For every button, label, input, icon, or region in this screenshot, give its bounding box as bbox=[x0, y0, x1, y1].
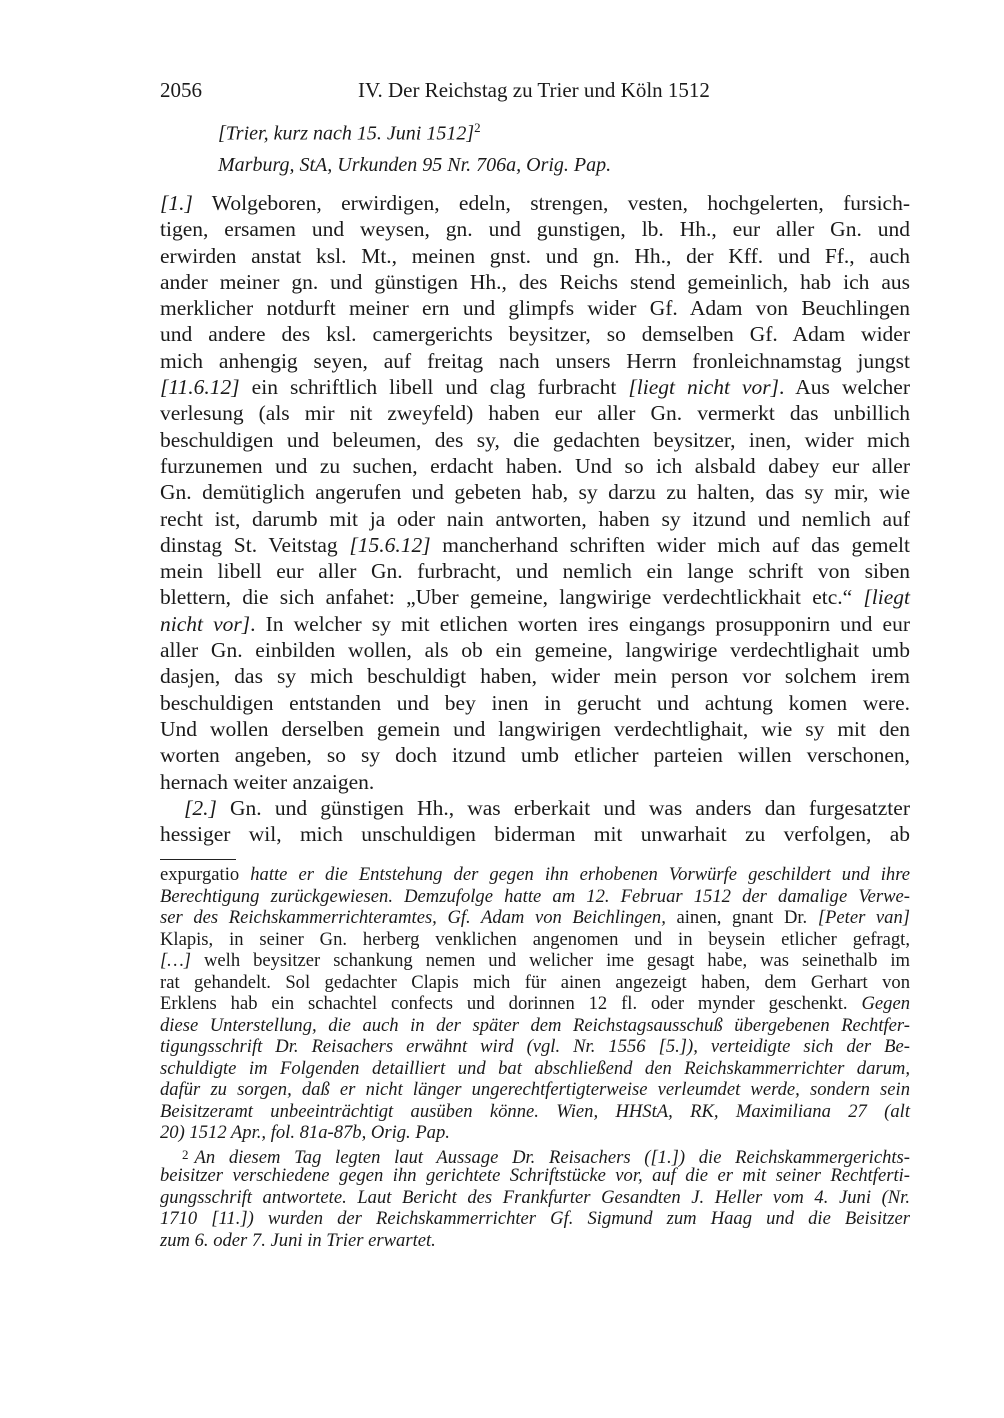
text-segment: Wolgeboren, erwirdigen, edeln, strengen, vesten, hochgelerten, fursich- bbox=[192, 191, 910, 215]
editorial-italic-text: An diesem Tag legten laut Aussage Dr. Reisachers ([1.]) die Reichskammergerichts- bbox=[194, 1146, 910, 1168]
text-segment: mich anhengig seyen, auf freitag nach unsers Herrn fronleichnamstag jungst bbox=[160, 348, 910, 373]
editorial-italic-text: [11.6.12] bbox=[160, 375, 240, 400]
text-line bbox=[160, 269, 910, 295]
text-line bbox=[160, 243, 910, 269]
text-line bbox=[160, 479, 910, 505]
text-segment: mein libell eur aller Gn. furbracht, und nemlich ein lange schrift von siben bbox=[160, 559, 910, 584]
text-segment: expurgatio bbox=[160, 864, 251, 885]
footnote-line bbox=[160, 1208, 910, 1230]
editorial-italic-text: gungsschrift antwortete. Laut Bericht des Frankfurter Gesandten J. Heller vom 4. Juni (Nr. bbox=[160, 1186, 910, 1208]
date-text: [Trier, kurz nach 15. Juni 1512] bbox=[218, 122, 475, 145]
footnote-divider bbox=[160, 859, 236, 860]
text-line bbox=[160, 611, 910, 637]
editorial-italic-text: 1710 [11.]) wurden der Reichskammerrichter Gf. Sigmund zum Haag und die Beisitzer bbox=[160, 1208, 910, 1229]
editorial-italic-text: [liegt bbox=[863, 585, 910, 610]
document-date-line bbox=[218, 120, 481, 146]
text-segment: Gn. demütiglich angerufen und gebeten hab, sy darzu zu halten, das sy mir, wie bbox=[160, 480, 910, 505]
editorial-italic-text: [15.6.12] bbox=[349, 532, 431, 557]
text-segment: furzunemen und zu suchen, erdacht haben. Und so ich alsbald dabey eur aller bbox=[160, 453, 910, 478]
text-segment: ander meiner gn. und günstigen Hh., des Reichs stend gemeinlich, hab ich aus bbox=[160, 269, 910, 294]
editorial-italic-text: [2.] bbox=[184, 795, 217, 820]
editorial-italic-text: nicht vor] bbox=[160, 611, 251, 636]
editorial-italic-text: zum 6. oder 7. Juni in Trier erwartet. bbox=[160, 1229, 436, 1251]
footnote-line bbox=[160, 1230, 910, 1252]
text-line bbox=[160, 584, 910, 610]
footnotes bbox=[160, 864, 910, 1251]
editorial-italic-text: [Peter van] bbox=[817, 907, 911, 928]
footnote-line bbox=[160, 1079, 910, 1101]
editorial-italic-text: 20) 1512 Apr., fol. 81a-87b, Orig. Pap. bbox=[160, 1122, 450, 1143]
text-line bbox=[160, 321, 910, 347]
footnote-line bbox=[160, 886, 910, 908]
text-segment: Gn. und günstigen Hh., was erberkait und was anders dan furgesatzter bbox=[216, 795, 910, 820]
text-segment: rat gehandelt. Sol gedachter Clapis mich für ainen angezeigt haben, dem Gerhart von bbox=[160, 971, 910, 993]
running-title: IV. Der Reichstag zu Trier und Köln 1512 bbox=[358, 78, 710, 102]
text-line bbox=[160, 400, 910, 426]
footnote-line bbox=[160, 972, 910, 994]
text-line bbox=[160, 216, 910, 242]
footnote-line bbox=[160, 950, 910, 972]
editorial-italic-text: [1.] bbox=[160, 191, 193, 215]
text-segment: worten angeben, so sy doch itzund umb etlicher parteien willen verschonen, bbox=[160, 743, 910, 768]
footnote-line bbox=[160, 1144, 910, 1166]
footnote-line bbox=[160, 1101, 910, 1123]
text-line bbox=[160, 742, 910, 768]
text-segment: hernach weiter anzaigen. bbox=[160, 769, 375, 794]
text-line bbox=[160, 663, 910, 689]
text-line bbox=[160, 716, 910, 742]
text-line bbox=[160, 453, 910, 479]
editorial-italic-text: diese Unterstellung, die auch in der später dem Reichstagsausschuß übergebenen Rechtfer- bbox=[160, 1014, 910, 1036]
main-text bbox=[160, 190, 910, 847]
footnote-number: 2 bbox=[182, 1146, 189, 1162]
text-segment: verlesung (als mir nit zweyfeld) haben eur aller Gn. vermerkt das unbillich bbox=[160, 401, 910, 426]
text-segment: beschuldigen und beleumen, des sy, die gedachten beysitzer, inen, wider mich bbox=[160, 427, 910, 452]
text-line bbox=[160, 795, 910, 821]
footnote-line bbox=[160, 1058, 910, 1080]
text-segment: Und wollen derselben gemein und langwirigen verdechtlighait, wie sy mit den bbox=[160, 716, 910, 741]
text-segment: tigen, ersamen und weysen, gn. und gunstigen, lb. Hh., eur aller Gn. und bbox=[160, 217, 910, 242]
text-segment: ainen, gnant Dr. bbox=[665, 907, 818, 928]
footnote-line bbox=[160, 1036, 910, 1058]
editorial-italic-text: ser des Reichskammerrichteramtes, Gf. Adam von Beichlingen, bbox=[160, 907, 666, 928]
text-line bbox=[160, 532, 910, 558]
footnote-line bbox=[160, 1015, 910, 1037]
text-segment: aller Gn. einbilden wollen, als ob ein gemeine, langwirige verdechtlighait umb bbox=[160, 638, 910, 663]
text-segment: dinstag St. Veitstag bbox=[160, 532, 350, 557]
text-line bbox=[160, 374, 910, 400]
text-segment: . Aus welcher bbox=[779, 375, 910, 400]
text-segment: Klapis, in seiner Gn. herberg venklichen angenomen und in beysein etlicher gefragt, bbox=[160, 928, 910, 950]
text-segment: welh beysitzer schankung nemen und welicher ime gesagt habe, was seinethalb im bbox=[191, 950, 910, 971]
text-segment: beschuldigen entstanden und bey inen in gerucht und achtung komen were. bbox=[160, 690, 910, 715]
text-segment: merklicher notdurft meiner ern und glimpfs wider Gf. Adam von Beuchlingen bbox=[160, 296, 910, 321]
editorial-italic-text: [liegt nicht vor] bbox=[628, 375, 780, 400]
text-line bbox=[160, 637, 910, 663]
text-line bbox=[160, 506, 910, 532]
text-segment: hessiger wil, mich unschuldigen biderman mit unwarhait zu verfolgen, ab bbox=[160, 822, 910, 847]
editorial-italic-text: schuldigte im Folgenden detailliert und bat abschließend den Reichskammerrichter darum, bbox=[160, 1057, 910, 1079]
text-segment: recht ist, darumb mit ja oder nain antworten, haben sy itzund und nemlich auf bbox=[160, 506, 910, 531]
footnote-line bbox=[160, 929, 910, 951]
text-line bbox=[160, 427, 910, 453]
footnote-line bbox=[160, 907, 910, 929]
editorial-italic-text: Berechtigung zurückgewiesen. Demzufolge hatte am 12. Februar 1512 der damalige Verwe- bbox=[160, 885, 910, 907]
document-source-line: Marburg, StA, Urkunden 95 Nr. 706a, Orig. Pap. bbox=[218, 154, 612, 176]
footnote-line bbox=[160, 1165, 910, 1187]
editorial-italic-text: Beisitzeramt unbeeinträchtigt ausüben könne. Wien, HHStA, RK, Maximiliana 27 (alt bbox=[160, 1100, 910, 1122]
footnote-line bbox=[160, 864, 910, 886]
footnote-line bbox=[160, 1187, 910, 1209]
text-line bbox=[160, 295, 910, 321]
text-line bbox=[160, 348, 910, 374]
text-segment: blettern, die sich anfahet: „Uber gemeine, langwirige verdechtlickhait etc.“ bbox=[160, 585, 864, 610]
page-number: 2056 bbox=[160, 78, 202, 102]
text-segment: und andere des ksl. camergerichts beysitzer, so demselben Gf. Adam wider bbox=[160, 322, 910, 347]
text-line bbox=[160, 821, 910, 847]
text-line bbox=[160, 190, 910, 216]
text-segment: Erklens hab ein schachtel confects und dorinnen 12 fl. oder mynder geschenkt. bbox=[160, 993, 862, 1014]
text-segment: ein schriftlich libell und clag furbracht bbox=[239, 375, 629, 400]
footnote-line bbox=[160, 993, 910, 1015]
text-segment: erwirden anstat ksl. Mt., meinen gnst. und gn. Hh., der Kff. und Ff., auch bbox=[160, 243, 910, 268]
text-segment: mancherhand schriften wider mich auf das gemelt bbox=[430, 532, 910, 557]
footnote-ref: 2 bbox=[474, 120, 481, 135]
editorial-italic-text: Gegen bbox=[861, 993, 910, 1014]
editorial-italic-text: hatte er die Entstehung der gegen ihn erhobenen Vorwürfe geschildert und ihre bbox=[250, 864, 911, 885]
text-line bbox=[160, 769, 910, 795]
editorial-italic-text: tigungsschrift Dr. Reisachers erwähnt wird (vgl. Nr. 1556 [5.]), verteidigte sich der Be- bbox=[160, 1036, 910, 1057]
text-segment: dasjen, das sy mich beschuldigt haben, wider mein person vor solchem irem bbox=[160, 664, 910, 689]
editorial-italic-text: beisitzer verschiedene gegen ihn gerichtete Schriftstücke vor, auf die er mit seiner Rechtferti- bbox=[160, 1165, 910, 1186]
footnote-line bbox=[160, 1122, 910, 1144]
editorial-italic-text: dafür zu sorgen, daß er nicht länger ungerechtfertigterweise verleumdet werde, sondern sein bbox=[160, 1079, 910, 1100]
text-line bbox=[160, 558, 910, 584]
text-line bbox=[160, 690, 910, 716]
editorial-italic-text: […] bbox=[160, 950, 192, 971]
text-segment: . In welcher sy mit etlichen worten ires eingangs prosupponirn und eur bbox=[250, 611, 910, 636]
